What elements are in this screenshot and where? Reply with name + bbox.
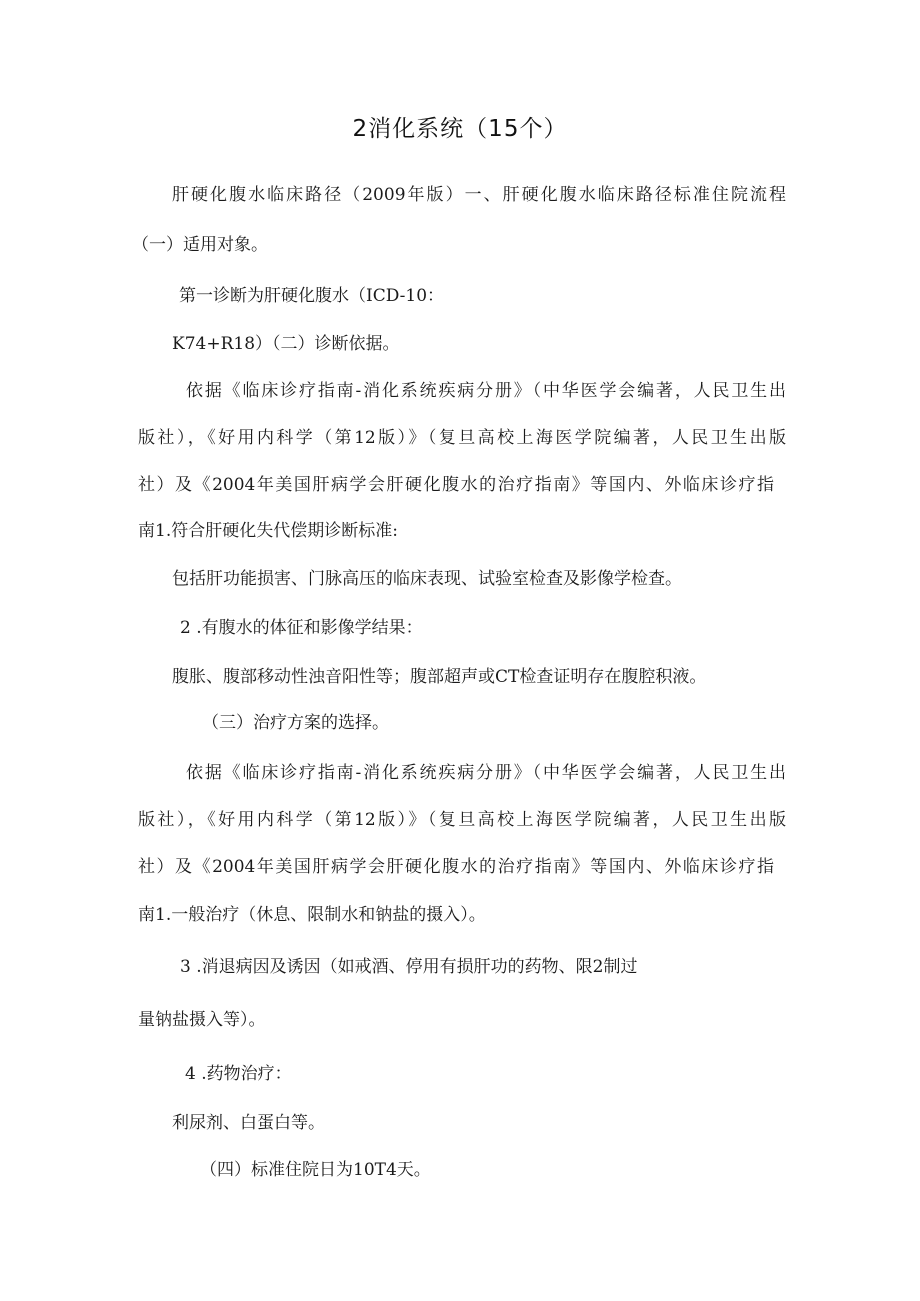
page-title: 2消化系统（15个） — [352, 116, 568, 142]
paragraph-line: 依据《临床诊疗指南-消化系统疾病分册》（中华医学会编著，人民卫生出 — [186, 381, 786, 401]
paragraph-line: 版社），《好用内科学（第12版）》（复旦高校上海医学院编著，人民卫生出版 — [138, 428, 786, 448]
paragraph-line: （四）标准住院日为10T4天。 — [200, 1160, 431, 1180]
paragraph-line: K74+R18）（二）诊断依据。 — [172, 334, 400, 354]
paragraph-line: 依据《临床诊疗指南-消化系统疾病分册》（中华医学会编著，人民卫生出 — [186, 763, 786, 783]
paragraph-line: 社）及《2004年美国肝病学会肝硬化腹水的治疗指南》等国内、外临床诊疗指 — [138, 475, 774, 495]
paragraph-line: 南1.一般治疗（休息、限制水和钠盐的摄入）。 — [138, 905, 486, 925]
paragraph-line: 利尿剂、白蛋白等。 — [172, 1113, 325, 1133]
paragraph-line: 包括肝功能损害、门脉高压的临床表现、试验室检查及影像学检查。 — [172, 569, 682, 589]
paragraph-line: （三）治疗方案的选择。 — [202, 713, 389, 733]
paragraph-line: 南1.符合肝硬化失代偿期诊断标准: — [138, 521, 398, 541]
paragraph-line: 4 .药物治疗： — [185, 1064, 292, 1084]
paragraph-line: 量钠盐摄入等）。 — [138, 1010, 266, 1030]
paragraph-line: 肝硬化腹水临床路径（2009年版）一、肝硬化腹水临床路径标准住院流程 — [172, 185, 786, 205]
paragraph-line: 3 .消退病因及诱因（如戒酒、停用有损肝功的药物、限2制过 — [180, 957, 638, 977]
paragraph-line: 2 .有腹水的体征和影像学结果： — [180, 618, 423, 638]
paragraph-line: 社）及《2004年美国肝病学会肝硬化腹水的治疗指南》等国内、外临床诊疗指 — [138, 857, 774, 877]
paragraph-line: 版社），《好用内科学（第12版）》（复旦高校上海医学院编著，人民卫生出版 — [138, 810, 786, 830]
paragraph-line: 腹胀、腹部移动性浊音阳性等；腹部超声或CT检查证明存在腹腔积液。 — [172, 667, 707, 687]
paragraph-line: （一）适用对象。 — [132, 235, 268, 255]
paragraph-line: 第一诊断为肝硬化腹水（ICD-10： — [179, 286, 445, 306]
